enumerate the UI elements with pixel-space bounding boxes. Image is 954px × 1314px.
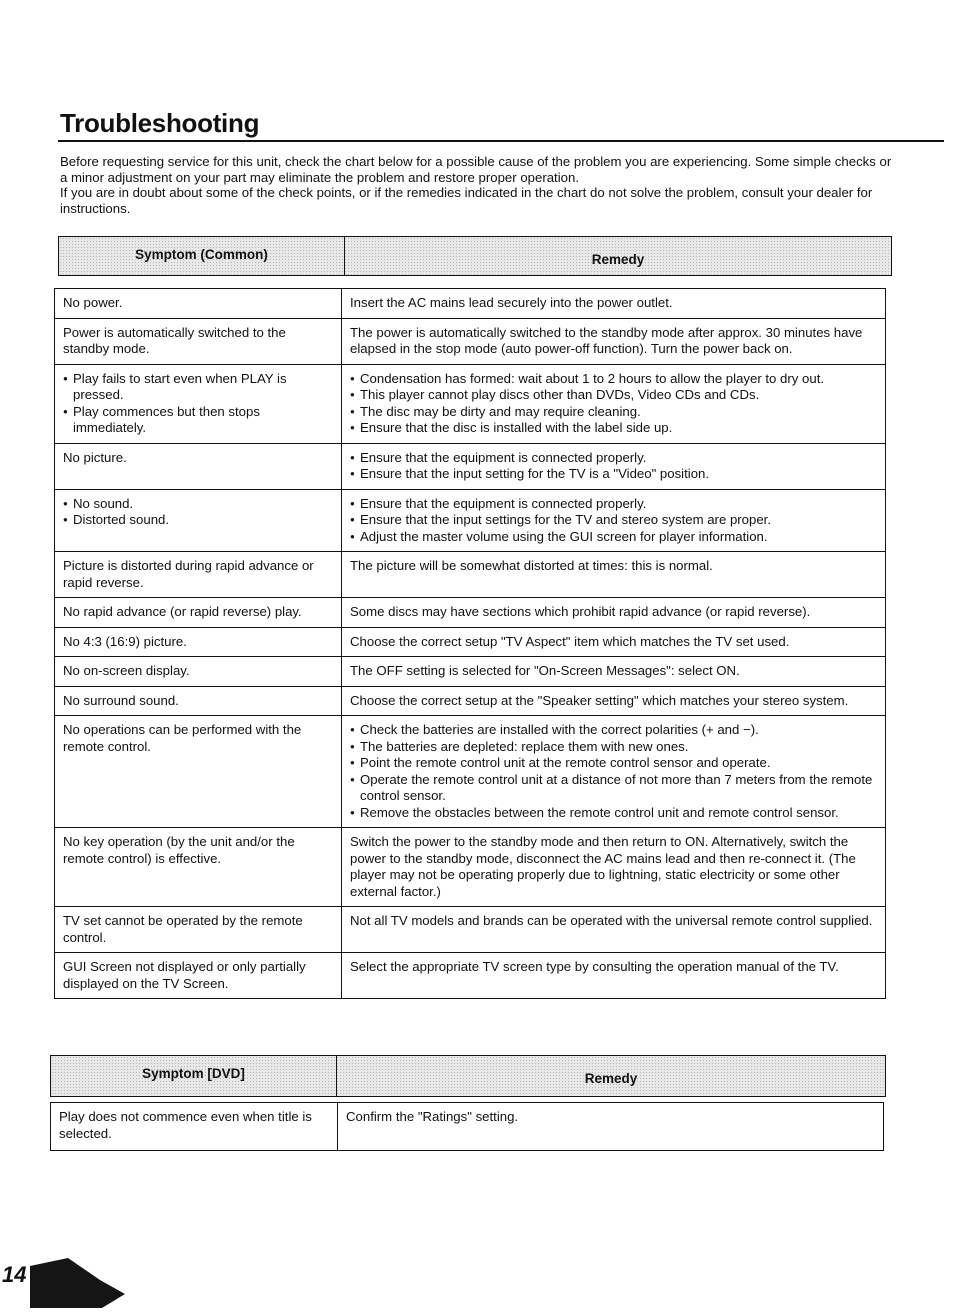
table-row: [55, 907, 886, 953]
remedy-bullet: ● Ensure that the input settings for the TV and stereo system are proper.: [350, 512, 877, 529]
remedy-bullet: ● Point the remote control unit at the remote control sensor and operate.: [350, 755, 877, 772]
intro-paragraph-2: If you are in doubt about some of the check points, or if the remedies indicated in the chart do not solve the problem, consult your dealer for instructions.: [60, 185, 873, 216]
symptom-cell: No key operation (by the unit and/or the remote control) is effective.: [55, 828, 342, 907]
table-row: [55, 828, 886, 907]
remedy-bullet: ● Check the batteries are installed with the correct polarities (+ and −).: [350, 722, 877, 739]
remedy-cell: [342, 489, 886, 552]
dvd-symptom-header-cell: [51, 1056, 337, 1096]
common-remedy-header: Remedy: [591, 252, 645, 267]
symptom-cell: [55, 489, 342, 552]
symptom-cell: Picture is distorted during rapid advance or rapid reverse.: [55, 552, 342, 598]
remedy-bullet: ● Condensation has formed: wait about 1 to 2 hours to allow the player to dry out.: [350, 371, 877, 388]
page-number: 14: [2, 1262, 27, 1287]
table-row: [55, 489, 886, 552]
symptom-cell: No 4:3 (16:9) picture.: [55, 627, 342, 657]
table-row: [55, 443, 886, 489]
remedy-cell: [342, 364, 886, 443]
remedy-cell: Choose the correct setup "TV Aspect" item which matches the TV set used.: [342, 627, 886, 657]
table-row: [55, 598, 886, 628]
symptom-bullet: ● Play commences but then stops immediately.: [63, 404, 333, 437]
symptom-bullet: ● No sound.: [63, 496, 333, 513]
remedy-cell: [342, 716, 886, 828]
remedy-bullet: ● Ensure that the disc is installed with the label side up.: [350, 420, 877, 437]
remedy-cell: The power is automatically switched to the standby mode after approx. 30 minutes have elapsed in the stop mode (auto power-off function). Turn the power back on.: [342, 318, 886, 364]
remedy-cell: Select the appropriate TV screen type by consulting the operation manual of the TV.: [342, 953, 886, 999]
title-rule: [58, 140, 944, 142]
remedy-cell: Choose the correct setup at the "Speaker setting" which matches your stereo system.: [342, 686, 886, 716]
table-row: [55, 289, 886, 319]
table-row: [55, 657, 886, 687]
table-row: [55, 364, 886, 443]
page-title: Troubleshooting: [60, 108, 260, 138]
symptom-bullet: ● Play fails to start even when PLAY is pressed.: [63, 371, 333, 404]
symptom-cell: TV set cannot be operated by the remote control.: [55, 907, 342, 953]
remedy-bullet: ● Operate the remote control unit at a distance of not more than 7 meters from the remote control sensor.: [350, 772, 877, 805]
symptom-cell: No operations can be performed with the remote control.: [55, 716, 342, 828]
table-row: [55, 318, 886, 364]
remedy-cell: Switch the power to the standby mode and then return to ON. Alternatively, switch the power to the standby mode, disconnect the AC mains lead and then re-connect it. (The player may not be operating properly due to lightning, static electricity or some other external factor.): [342, 828, 886, 907]
remedy-bullet: ● Adjust the master volume using the GUI screen for player information.: [350, 529, 877, 546]
remedy-bullet: ● Remove the obstacles between the remote control unit and remote control sensor.: [350, 805, 877, 822]
dvd-troubleshooting-table: [50, 1102, 884, 1151]
remedy-cell: Insert the AC mains lead securely into the power outlet.: [342, 289, 886, 319]
table-row: [55, 716, 886, 828]
dvd-remedy-header-cell: [337, 1056, 885, 1096]
remedy-cell: Not all TV models and brands can be operated with the universal remote control supplied.: [342, 907, 886, 953]
remedy-bullet: ● The disc may be dirty and may require cleaning.: [350, 404, 877, 421]
remedy-bullet: ● The batteries are depleted: replace them with new ones.: [350, 739, 877, 756]
symptom-cell: Play does not commence even when title is selected.: [51, 1103, 338, 1151]
dvd-remedy-header: Remedy: [584, 1071, 638, 1086]
remedy-bullet: ● Ensure that the input setting for the TV is a "Video" position.: [350, 466, 877, 483]
symptom-cell: [55, 364, 342, 443]
remedy-cell: Confirm the "Ratings" setting.: [338, 1103, 884, 1151]
table-row: [55, 686, 886, 716]
page-corner-mark: [30, 1258, 130, 1308]
common-table-header: [58, 236, 892, 276]
intro-text: [60, 154, 900, 216]
symptom-cell: No on-screen display.: [55, 657, 342, 687]
table-row: [55, 953, 886, 999]
table-row: [51, 1103, 884, 1151]
symptom-cell: Power is automatically switched to the standby mode.: [55, 318, 342, 364]
symptom-cell: GUI Screen not displayed or only partially displayed on the TV Screen.: [55, 953, 342, 999]
remedy-bullet: ● Ensure that the equipment is connected properly.: [350, 496, 877, 513]
common-symptom-header: Symptom (Common): [135, 247, 268, 262]
common-troubleshooting-table: [54, 288, 886, 999]
symptom-cell: No power.: [55, 289, 342, 319]
table-row: [55, 552, 886, 598]
symptom-cell: No rapid advance (or rapid reverse) play.: [55, 598, 342, 628]
dvd-table-header: [50, 1055, 886, 1097]
common-remedy-header-cell: [345, 237, 891, 275]
intro-paragraph-1: Before requesting service for this unit, check the chart below for a possible cause of the problem you are experiencing. Some simple checks or a minor adjustment on your part may eliminate the problem and restore proper operation.: [60, 154, 892, 185]
symptom-cell: No surround sound.: [55, 686, 342, 716]
remedy-bullet: ● This player cannot play discs other than DVDs, Video CDs and CDs.: [350, 387, 877, 404]
table-row: [55, 627, 886, 657]
symptom-bullet: ● Distorted sound.: [63, 512, 333, 529]
remedy-cell: The OFF setting is selected for "On-Screen Messages": select ON.: [342, 657, 886, 687]
common-symptom-header-cell: [59, 237, 345, 275]
remedy-cell: The picture will be somewhat distorted at times: this is normal.: [342, 552, 886, 598]
remedy-cell: [342, 443, 886, 489]
symptom-cell: No picture.: [55, 443, 342, 489]
dvd-symptom-header: Symptom [DVD]: [142, 1066, 245, 1081]
remedy-bullet: ● Ensure that the equipment is connected properly.: [350, 450, 877, 467]
remedy-cell: Some discs may have sections which prohibit rapid advance (or rapid reverse).: [342, 598, 886, 628]
